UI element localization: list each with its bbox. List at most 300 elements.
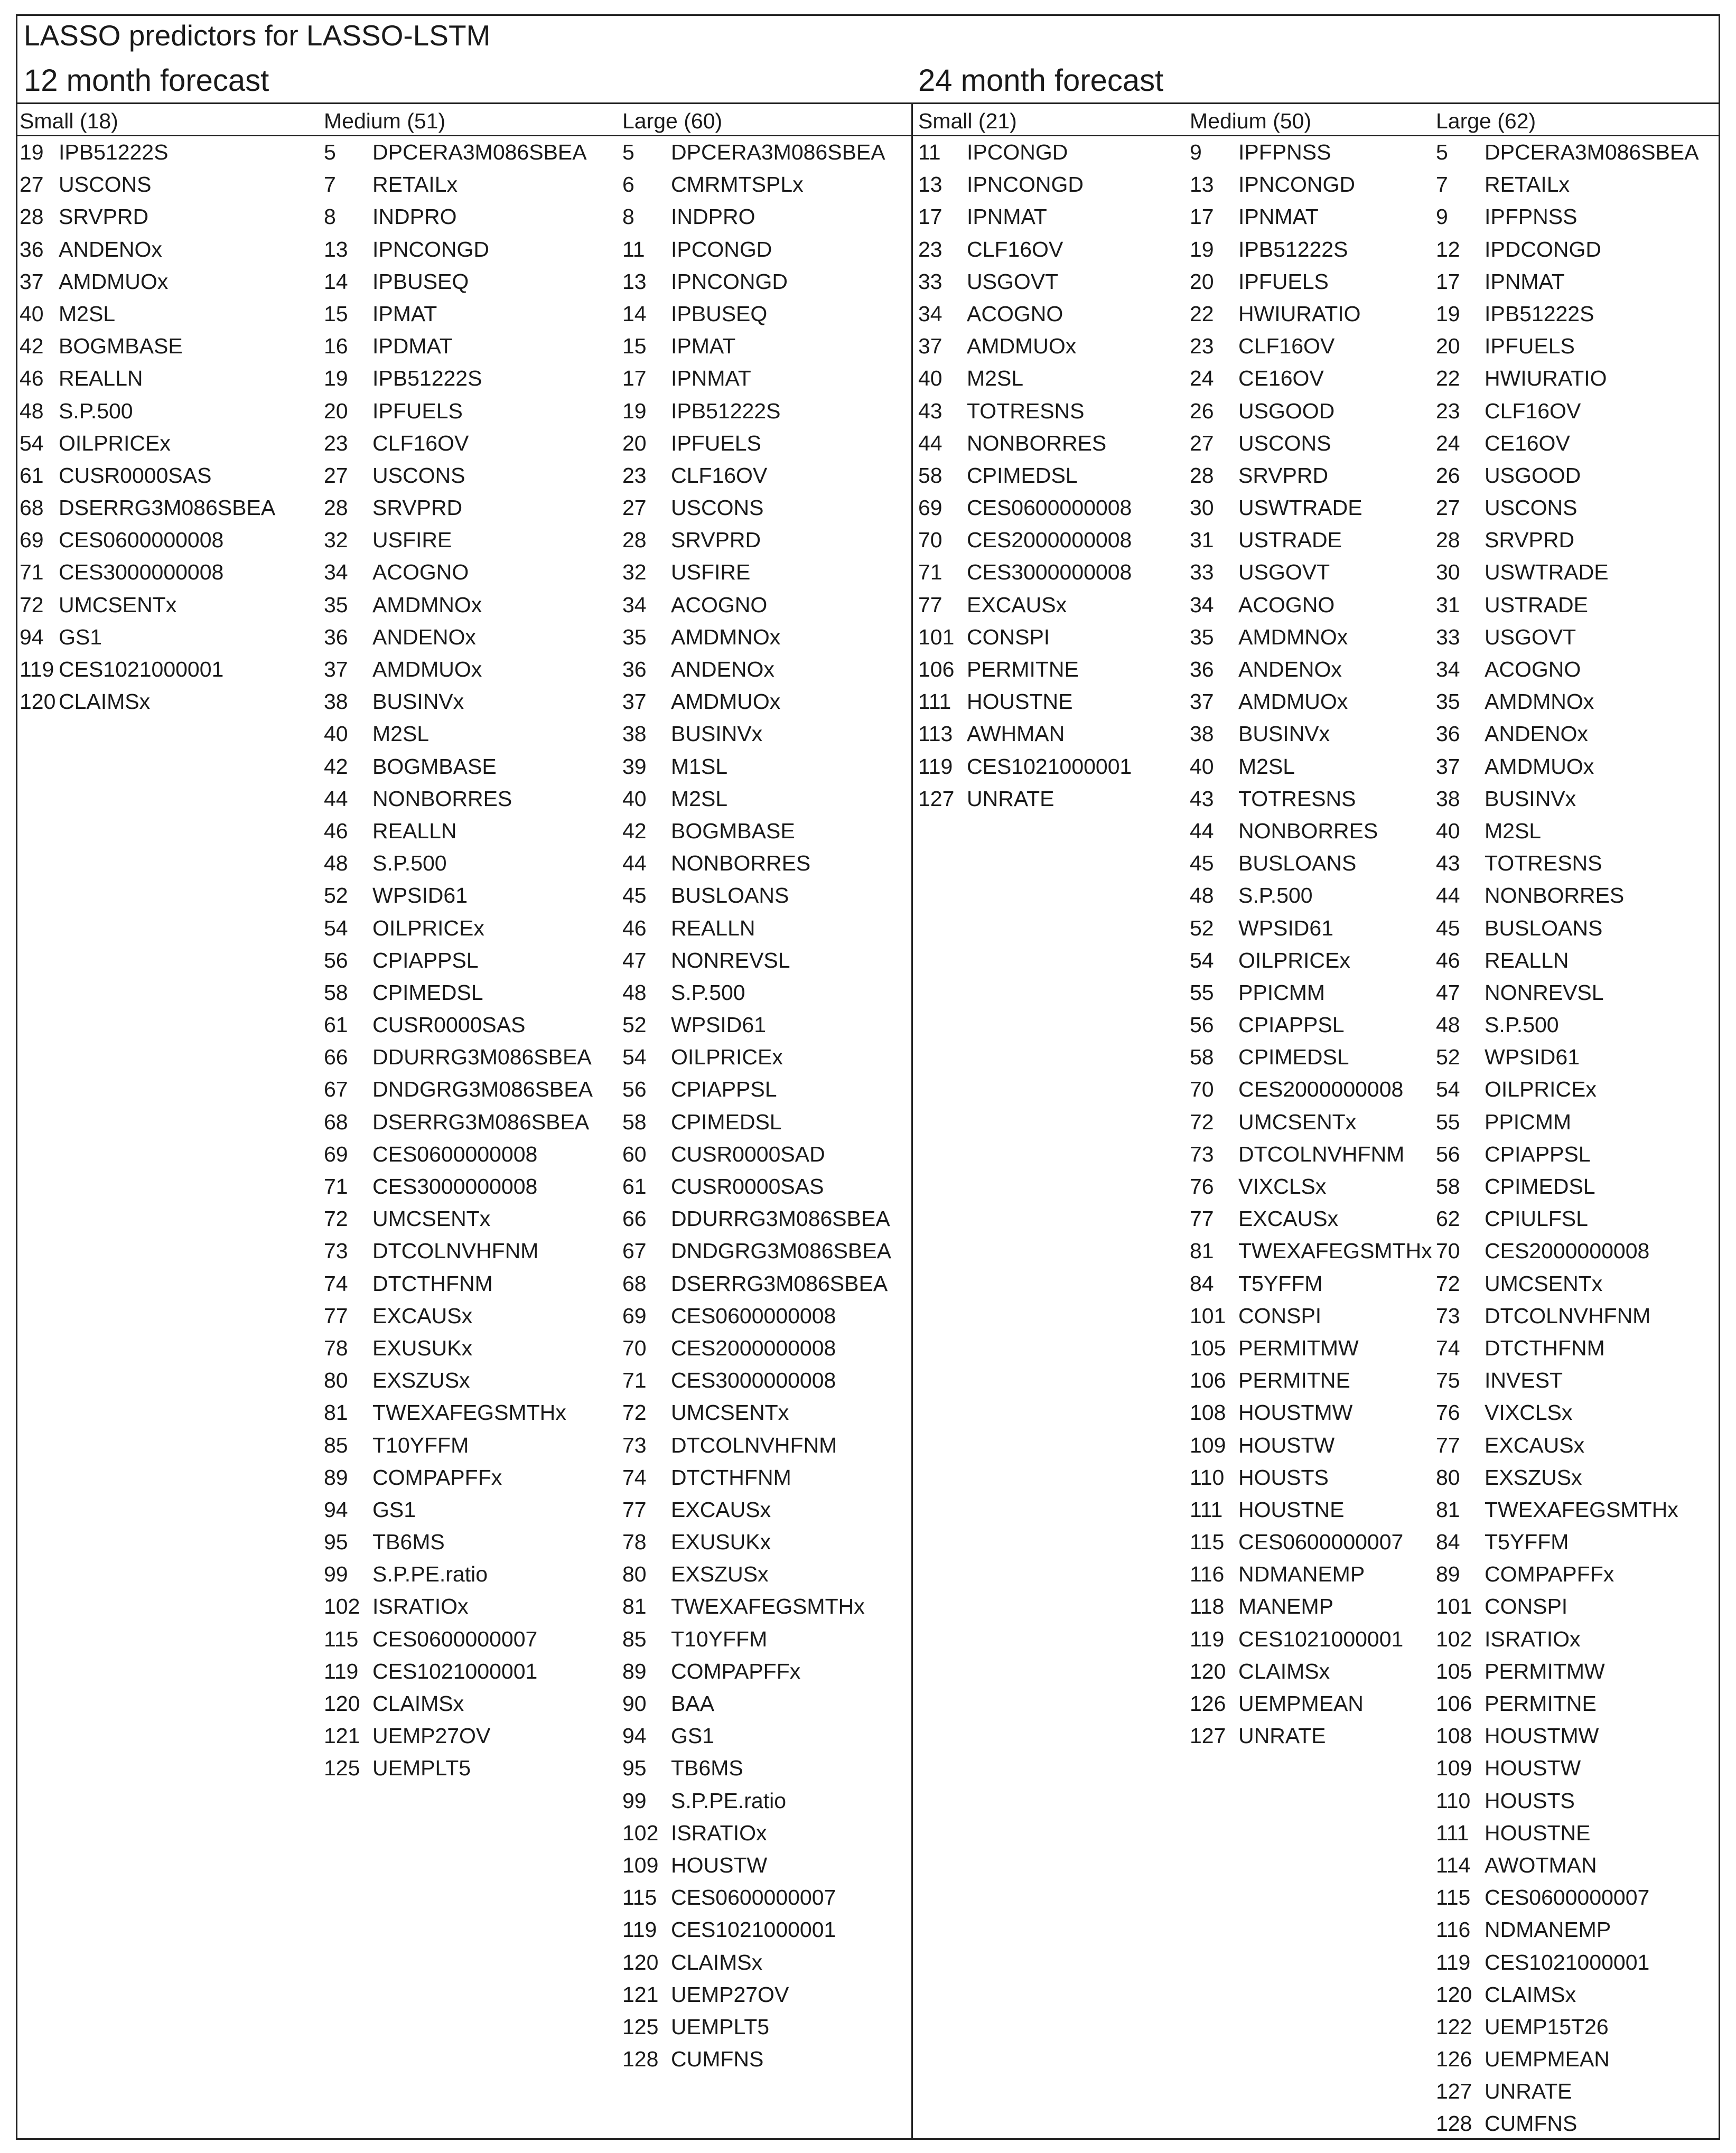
list-item xyxy=(622,1946,891,1979)
list-item xyxy=(1436,427,1699,460)
variable-code: UNRATE xyxy=(967,786,1054,811)
variable-number: 73 xyxy=(1190,1141,1214,1166)
list-item xyxy=(1436,1041,1699,1073)
variable-number: 28 xyxy=(1436,528,1460,553)
variable-number: 89 xyxy=(324,1465,348,1490)
variable-code: AMDMUOx xyxy=(1238,689,1348,714)
list-item xyxy=(622,330,891,362)
variable-number: 52 xyxy=(1436,1045,1460,1070)
variable-number: 56 xyxy=(1436,1141,1460,1166)
variable-code: IPNCONGD xyxy=(967,172,1084,197)
variable-code: CUSR0000SAS xyxy=(372,1013,526,1037)
variable-code: T5YFFM xyxy=(1238,1271,1323,1296)
variable-number: 111 xyxy=(918,689,951,714)
variable-number: 110 xyxy=(1436,1788,1471,1813)
list-item xyxy=(622,1138,891,1171)
variable-number: 70 xyxy=(1190,1077,1214,1102)
variable-number: 58 xyxy=(622,1109,647,1134)
variable-code: AMDMNOx xyxy=(1238,624,1348,649)
list-item xyxy=(20,395,275,427)
variable-code: UEMPLT5 xyxy=(671,2014,770,2039)
variable-code: ANDENOx xyxy=(59,237,162,261)
variable-number: 115 xyxy=(622,1885,657,1910)
variable-number: 20 xyxy=(324,398,348,423)
list-item xyxy=(622,1268,891,1300)
list-item xyxy=(324,1106,593,1138)
list-item xyxy=(324,1558,593,1590)
variable-number: 72 xyxy=(20,592,44,617)
list-item xyxy=(1190,751,1432,783)
variable-code: IPFUELS xyxy=(1238,269,1329,294)
variable-number: 109 xyxy=(622,1852,659,1877)
list-item xyxy=(324,589,593,621)
list-item xyxy=(1436,2043,1699,2075)
variable-code: AMDMNOx xyxy=(1485,689,1594,714)
list-item xyxy=(324,201,593,233)
variable-code: COMPAPFFx xyxy=(671,1659,801,1683)
list-item xyxy=(20,136,275,169)
variable-code: SRVPRD xyxy=(59,204,149,229)
list-item xyxy=(622,1073,891,1106)
list-item xyxy=(20,460,275,492)
variable-code: UEMPMEAN xyxy=(1238,1691,1364,1716)
variable-number: 127 xyxy=(1436,2079,1472,2104)
list-item xyxy=(622,944,891,977)
list-item xyxy=(622,1171,891,1203)
variable-code: WPSID61 xyxy=(671,1013,766,1037)
variable-number: 37 xyxy=(622,689,647,714)
variable-number: 32 xyxy=(622,560,647,585)
variable-code: EXSZUSx xyxy=(671,1562,769,1587)
variable-number: 27 xyxy=(20,172,44,197)
list-item xyxy=(1190,362,1432,395)
list-item xyxy=(918,783,1132,815)
list-item xyxy=(1436,1300,1699,1332)
variable-code: IPFUELS xyxy=(671,430,761,455)
variable-code: CLF16OV xyxy=(967,237,1063,261)
list-item xyxy=(918,201,1132,233)
variable-number: 101 xyxy=(1436,1594,1472,1619)
variable-code: CES3000000008 xyxy=(59,560,224,585)
variable-number: 72 xyxy=(1436,1271,1460,1296)
list-item xyxy=(324,556,593,588)
variable-code: TWEXAFEGSMTHx xyxy=(1485,1497,1678,1522)
list-item xyxy=(324,1590,593,1623)
list-item xyxy=(324,1041,593,1073)
variable-code: AMDMUOx xyxy=(59,269,169,294)
list-24-large xyxy=(1436,136,1699,2140)
variable-code: NONBORRES xyxy=(1238,818,1378,843)
list-item xyxy=(324,847,593,879)
list-item xyxy=(1190,589,1432,621)
list-item xyxy=(1190,395,1432,427)
variable-number: 66 xyxy=(622,1206,647,1231)
list-item xyxy=(1190,266,1432,298)
variable-code: CES1021000001 xyxy=(59,657,224,681)
variable-code: CPIMEDSL xyxy=(967,463,1078,488)
variable-code: IPFUELS xyxy=(1485,334,1575,359)
list-item xyxy=(1436,815,1699,847)
variable-code: CPIAPPSL xyxy=(1485,1141,1591,1166)
list-item xyxy=(1190,298,1432,330)
variable-code: M2SL xyxy=(1485,818,1542,843)
variable-number: 119 xyxy=(918,754,953,779)
variable-code: VIXCLSx xyxy=(1485,1400,1573,1425)
variable-code: IPMAT xyxy=(372,301,437,326)
list-item xyxy=(1190,1397,1432,1429)
variable-number: 81 xyxy=(622,1594,647,1619)
list-item xyxy=(918,362,1132,395)
variable-number: 34 xyxy=(1190,592,1214,617)
list-item xyxy=(1436,977,1699,1009)
variable-code: REALLN xyxy=(1485,948,1569,972)
variable-number: 118 xyxy=(1190,1594,1225,1619)
variable-code: WPSID61 xyxy=(372,883,468,908)
list-item xyxy=(1190,233,1432,266)
list-item xyxy=(324,330,593,362)
variable-number: 70 xyxy=(1436,1239,1460,1263)
list-item xyxy=(918,718,1132,750)
variable-number: 43 xyxy=(1436,851,1460,876)
variable-number: 14 xyxy=(622,301,647,326)
variable-number: 42 xyxy=(20,334,44,359)
variable-code: ISRATIOx xyxy=(372,1594,469,1619)
list-item xyxy=(324,1009,593,1041)
list-item xyxy=(20,266,275,298)
variable-code: GS1 xyxy=(671,1724,715,1748)
variable-number: 67 xyxy=(324,1077,348,1102)
variable-number: 56 xyxy=(622,1077,647,1102)
list-item xyxy=(324,944,593,977)
variable-code: BUSINVx xyxy=(1238,722,1330,746)
variable-code: REALLN xyxy=(671,915,755,940)
list-item xyxy=(324,1138,593,1171)
list-item xyxy=(1436,2011,1699,2043)
variable-number: 94 xyxy=(622,1724,647,1748)
variable-code: CES2000000008 xyxy=(671,1335,836,1360)
variable-number: 42 xyxy=(622,818,647,843)
list-item xyxy=(622,1429,891,1462)
variable-code: CES0600000008 xyxy=(59,528,224,553)
variable-code: M1SL xyxy=(671,754,728,779)
list-item xyxy=(1436,1849,1699,1881)
list-item xyxy=(1436,460,1699,492)
variable-number: 109 xyxy=(1436,1756,1472,1781)
list-item xyxy=(324,977,593,1009)
variable-number: 37 xyxy=(918,334,942,359)
list-item xyxy=(1436,1558,1699,1590)
variable-number: 19 xyxy=(1190,237,1214,261)
list-item xyxy=(1436,879,1699,912)
list-item xyxy=(1436,1655,1699,1688)
variable-number: 108 xyxy=(1436,1724,1472,1748)
list-item xyxy=(918,460,1132,492)
variable-code: NONBORRES xyxy=(967,430,1107,455)
variable-code: DNDGRG3M086SBEA xyxy=(671,1239,891,1263)
variable-code: USCONS xyxy=(372,463,465,488)
list-item xyxy=(1436,686,1699,718)
list-item xyxy=(918,686,1132,718)
forecast-12-label: 12 month forecast xyxy=(24,63,269,98)
variable-code: TB6MS xyxy=(372,1530,445,1555)
variable-number: 108 xyxy=(1190,1400,1226,1425)
variable-code: DTCTHFNM xyxy=(372,1271,493,1296)
variable-code: OILPRICEx xyxy=(372,915,484,940)
variable-code: EXSZUSx xyxy=(372,1368,470,1393)
variable-number: 116 xyxy=(1190,1562,1225,1587)
variable-number: 37 xyxy=(1190,689,1214,714)
list-item xyxy=(622,653,891,686)
variable-code: HOUSTS xyxy=(1238,1465,1329,1490)
variable-number: 34 xyxy=(324,560,348,585)
variable-code: TOTRESNS xyxy=(967,398,1085,423)
variable-number: 125 xyxy=(324,1756,360,1781)
variable-number: 62 xyxy=(1436,1206,1460,1231)
variable-code: CPIMEDSL xyxy=(1485,1174,1595,1199)
variable-number: 24 xyxy=(1436,430,1460,455)
variable-number: 99 xyxy=(324,1562,348,1587)
variable-number: 48 xyxy=(20,398,44,423)
list-item xyxy=(622,1655,891,1688)
list-item xyxy=(1436,1235,1699,1267)
list-item xyxy=(918,556,1132,588)
variable-number: 77 xyxy=(622,1497,647,1522)
variable-number: 44 xyxy=(622,851,647,876)
variable-code: ISRATIOx xyxy=(1485,1626,1581,1651)
list-item xyxy=(324,1623,593,1655)
variable-number: 13 xyxy=(622,269,647,294)
variable-number: 36 xyxy=(1436,722,1460,746)
variable-code: BOGMBASE xyxy=(372,754,497,779)
variable-number: 37 xyxy=(20,269,44,294)
list-item xyxy=(1436,1946,1699,1979)
variable-number: 19 xyxy=(324,366,348,391)
variable-code: ANDENOx xyxy=(1238,657,1342,681)
variable-number: 11 xyxy=(622,237,645,261)
list-item xyxy=(1190,977,1432,1009)
variable-code: HWIURATIO xyxy=(1238,301,1361,326)
variable-number: 13 xyxy=(1190,172,1214,197)
variable-number: 119 xyxy=(1436,1950,1471,1974)
variable-code: UNRATE xyxy=(1485,2079,1572,2104)
variable-number: 23 xyxy=(1190,334,1214,359)
list-item xyxy=(1190,1138,1432,1171)
variable-code: IPNMAT xyxy=(671,366,751,391)
variable-code: USWTRADE xyxy=(1238,495,1362,520)
variable-number: 76 xyxy=(1436,1400,1460,1425)
variable-code: IPB51222S xyxy=(372,366,482,391)
variable-code: CES3000000008 xyxy=(372,1174,538,1199)
variable-code: CLAIMSx xyxy=(372,1691,464,1716)
variable-number: 84 xyxy=(1436,1530,1460,1555)
variable-code: IPCONGD xyxy=(671,237,772,261)
list-item xyxy=(622,1526,891,1558)
list-item xyxy=(622,1881,891,1914)
variable-code: CES2000000008 xyxy=(1238,1077,1404,1102)
list-item xyxy=(1436,1914,1699,1946)
variable-number: 71 xyxy=(324,1174,348,1199)
list-item xyxy=(324,1332,593,1364)
variable-code: CES0600000007 xyxy=(1485,1885,1650,1910)
list-item xyxy=(324,362,593,395)
variable-number: 74 xyxy=(324,1271,348,1296)
variable-code: CE16OV xyxy=(1485,430,1570,455)
variable-code: AMDMUOx xyxy=(967,334,1077,359)
list-item xyxy=(1436,492,1699,524)
variable-code: GS1 xyxy=(372,1497,416,1522)
list-item xyxy=(622,201,891,233)
variable-number: 33 xyxy=(1436,624,1460,649)
variable-code: BUSLOANS xyxy=(1238,851,1357,876)
list-item xyxy=(1436,556,1699,588)
list-item xyxy=(918,330,1132,362)
list-item xyxy=(622,783,891,815)
variable-code: DDURRG3M086SBEA xyxy=(372,1045,592,1070)
variable-number: 40 xyxy=(324,722,348,746)
list-item xyxy=(1436,1364,1699,1397)
variable-code: UMCSENTx xyxy=(372,1206,491,1231)
variable-code: AWOTMAN xyxy=(1485,1852,1597,1877)
variable-number: 5 xyxy=(324,140,336,164)
variable-code: USGOOD xyxy=(1238,398,1335,423)
variable-number: 15 xyxy=(622,334,647,359)
list-item xyxy=(622,589,891,621)
variable-number: 89 xyxy=(1436,1562,1460,1587)
variable-code: USGOVT xyxy=(967,269,1059,294)
list-item xyxy=(622,136,891,169)
variable-number: 55 xyxy=(1436,1109,1460,1134)
variable-number: 121 xyxy=(324,1724,360,1748)
list-item xyxy=(1436,395,1699,427)
variable-number: 67 xyxy=(622,1239,647,1263)
variable-code: USCONS xyxy=(1485,495,1578,520)
variable-number: 5 xyxy=(622,140,634,164)
variable-code: PERMITMW xyxy=(1238,1335,1359,1360)
list-item xyxy=(918,621,1132,653)
list-item xyxy=(918,298,1132,330)
list-item xyxy=(324,1429,593,1462)
variable-number: 111 xyxy=(1436,1820,1469,1845)
list-item xyxy=(1436,1203,1699,1235)
list-item xyxy=(918,589,1132,621)
variable-number: 9 xyxy=(1436,204,1448,229)
variable-number: 44 xyxy=(324,786,348,811)
variable-code: BAA xyxy=(671,1691,715,1716)
variable-number: 120 xyxy=(20,689,56,714)
list-item xyxy=(1190,1494,1432,1526)
variable-number: 76 xyxy=(1190,1174,1214,1199)
variable-code: CLAIMSx xyxy=(59,689,151,714)
variable-number: 44 xyxy=(1436,883,1460,908)
list-item xyxy=(622,1785,891,1817)
variable-code: HOUSTW xyxy=(1238,1433,1335,1457)
variable-number: 106 xyxy=(1436,1691,1472,1716)
variable-number: 105 xyxy=(1190,1335,1226,1360)
variable-code: CPIMEDSL xyxy=(372,980,483,1005)
list-item xyxy=(1190,686,1432,718)
variable-code: CUMFNS xyxy=(671,2047,764,2072)
variable-number: 36 xyxy=(622,657,647,681)
list-item xyxy=(1190,1462,1432,1494)
list-item xyxy=(1436,1590,1699,1623)
variable-number: 115 xyxy=(324,1626,359,1651)
list-item xyxy=(324,298,593,330)
variable-number: 45 xyxy=(622,883,647,908)
variable-code: COMPAPFFx xyxy=(1485,1562,1614,1587)
variable-code: USCONS xyxy=(59,172,152,197)
list-item xyxy=(918,427,1132,460)
variable-number: 46 xyxy=(622,915,647,940)
list-item xyxy=(918,233,1132,266)
variable-code: USCONS xyxy=(671,495,764,520)
list-item xyxy=(918,395,1132,427)
variable-code: AMDMUOx xyxy=(1485,754,1594,779)
list-item xyxy=(324,1720,593,1752)
variable-number: 73 xyxy=(324,1239,348,1263)
variable-code: IPNCONGD xyxy=(671,269,788,294)
variable-code: PERMITNE xyxy=(967,657,1079,681)
variable-code: IPFUELS xyxy=(372,398,463,423)
list-item xyxy=(20,686,275,718)
variable-code: USFIRE xyxy=(372,528,452,553)
list-item xyxy=(324,1688,593,1720)
variable-number: 52 xyxy=(1190,915,1214,940)
list-item xyxy=(1190,1073,1432,1106)
variable-code: REALLN xyxy=(372,818,457,843)
list-item xyxy=(1190,1268,1432,1300)
list-item xyxy=(1436,233,1699,266)
variable-number: 58 xyxy=(324,980,348,1005)
list-item xyxy=(324,1268,593,1300)
variable-code: DSERRG3M086SBEA xyxy=(372,1109,590,1134)
variable-number: 35 xyxy=(1190,624,1214,649)
variable-number: 120 xyxy=(622,1950,659,1974)
list-item xyxy=(1436,201,1699,233)
variable-number: 126 xyxy=(1190,1691,1226,1716)
variable-code: DTCOLNVHFNM xyxy=(1238,1141,1405,1166)
variable-code: HOUSTS xyxy=(1485,1788,1575,1813)
variable-number: 38 xyxy=(622,722,647,746)
list-item xyxy=(324,718,593,750)
variable-number: 111 xyxy=(1190,1497,1223,1522)
variable-number: 122 xyxy=(1436,2014,1472,2039)
col-header-24-large: Large (62) xyxy=(1436,109,1536,133)
variable-code: ISRATIOx xyxy=(671,1820,767,1845)
variable-number: 68 xyxy=(324,1109,348,1134)
list-item xyxy=(324,686,593,718)
variable-code: PERMITMW xyxy=(1485,1659,1605,1683)
variable-number: 69 xyxy=(324,1141,348,1166)
variable-number: 70 xyxy=(622,1335,647,1360)
variable-code: USGOVT xyxy=(1485,624,1576,649)
variable-number: 73 xyxy=(622,1433,647,1457)
list-item xyxy=(324,1397,593,1429)
variable-number: 102 xyxy=(1436,1626,1472,1651)
variable-code: NONBORRES xyxy=(1485,883,1625,908)
variable-code: UMCSENTx xyxy=(671,1400,789,1425)
variable-number: 73 xyxy=(1436,1303,1460,1328)
variable-number: 28 xyxy=(1190,463,1214,488)
variable-number: 27 xyxy=(622,495,647,520)
variable-code: OILPRICEx xyxy=(671,1045,783,1070)
variable-code: IPBUSEQ xyxy=(671,301,768,326)
list-item xyxy=(1190,1041,1432,1073)
variable-number: 19 xyxy=(622,398,647,423)
list-item xyxy=(1436,751,1699,783)
variable-code: OILPRICEx xyxy=(1485,1077,1597,1102)
variable-code: USGOOD xyxy=(1485,463,1581,488)
variable-code: NDMANEMP xyxy=(1238,1562,1365,1587)
